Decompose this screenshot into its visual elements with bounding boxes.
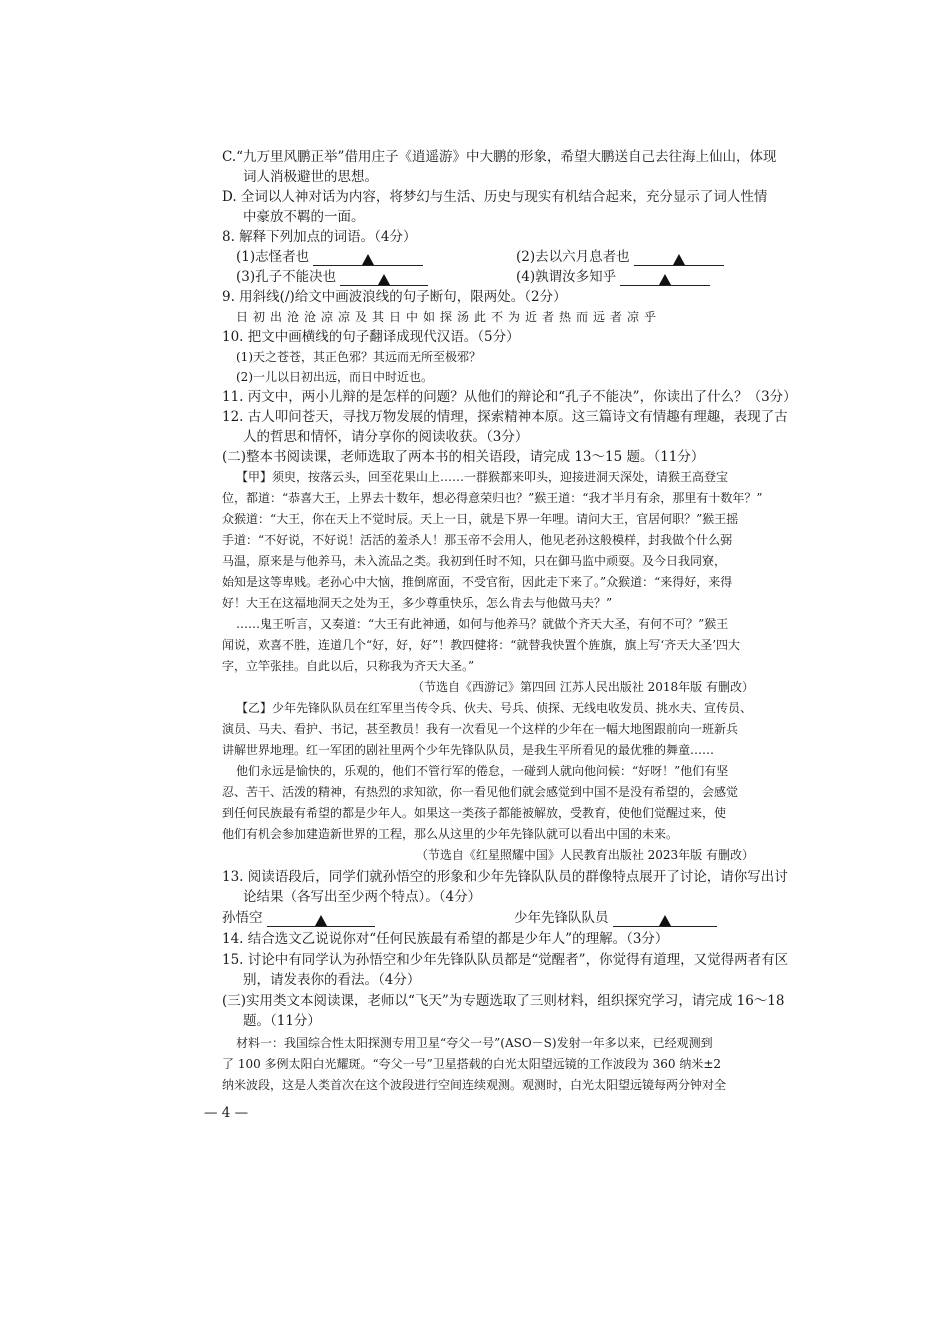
q12-line1: 12. 古人叩问苍天，寻找万物发展的情理，探索精神本原。这三篇诗文有情趣有理趣，表现了古 [222, 409, 788, 425]
q10-sentence-2: (2)一儿以日初出远，而日中时近也。 [236, 370, 433, 384]
jia-line: 位，都道：“恭喜大王，上界去十数年，想必得意荣归也？”猴王道：“我才半月有余，那里有十数年？” [222, 491, 763, 505]
q13-line2: 论结果（各写出至少两个特点）。（4分） [243, 889, 482, 905]
section3-line1: (三)实用类文本阅读课，老师以“飞天”为专题选取了三则材料，组织探究学习，请完成 16～18 [222, 993, 785, 1009]
q13-line1: 13. 阅读语段后，同学们就孙悟空的形象和少年先锋队队员的群像特点展开了讨论，请你写出讨 [222, 869, 788, 885]
q8-answer-blank-2[interactable] [634, 251, 724, 266]
q8-stem: 8. 解释下列加点的词语。（4分） [222, 229, 417, 245]
yi-line: 他们永远是愉快的，乐观的，他们不管行军的倦怠，一碰到人就向他问候：“好呀！”他们有坚 [236, 764, 729, 778]
jia-line: 字，立竿张挂。自此以后，只称我为齐天大圣。” [222, 659, 475, 673]
q8-answer-blank-3[interactable] [340, 271, 428, 286]
jia-source: （节选自《西游记》第四回 江苏人民出版社 2018年版 有删改） [412, 680, 754, 694]
answer-triangle-icon [659, 915, 671, 926]
q13-answer-blank-b[interactable] [613, 912, 717, 927]
yi-line: 他们有机会参加建造新世界的工程，那么从这里的少年先锋队就可以看出中国的未来。 [222, 827, 679, 841]
q8-item-4 [516, 268, 710, 286]
q10-sentence-1: (1)天之苍苍，其正色邪？其远而无所至极邪？ [236, 350, 481, 364]
section2-intro: (二)整本书阅读课，老师选取了两本书的相关语段，请完成 13～15 题。（11分） [222, 449, 705, 465]
page-number: — 4 — [204, 1105, 249, 1121]
answer-triangle-icon [659, 274, 671, 285]
q14: 14. 结合选文乙说说你对“任何民族最有希望的都是少年人”的理解。（3分） [222, 931, 669, 947]
q11: 11. 丙文中，两小儿辩的是怎样的问题？从他们的辩论和“孔子不能决”，你读出了什么？（3分） [222, 389, 797, 405]
jia-line: 好！大王在这福地洞天之处为王，多少尊重快乐，怎么肯去与他做马夫？” [222, 596, 613, 610]
yi-line: 到任何民族最有希望的都是少年人。如果这一类孩子都能被解放，受教育，使他们觉醒过来，使 [222, 806, 727, 820]
q15-line2: 别，请发表你的看法。（4分） [243, 972, 421, 988]
yi-line: 忍、苦干、活泼的精神，有热烈的求知欲，你一看见他们就会感觉到中国不是没有希望的，会感觉 [222, 785, 739, 799]
yi-line: 【乙】少年先锋队队员在红军里当传令兵、伙夫、号兵、侦探、无线电收发员、挑水夫、宣传员、 [236, 701, 753, 715]
jia-line: ……鬼王听言，又奏道：“大王有此神通，如何与他养马？就做个齐天大圣，有何不可？”猴王 [236, 617, 729, 631]
q10-stem: 10. 把文中画横线的句子翻译成现代汉语。（5分） [222, 329, 520, 345]
q15-line1: 15. 讨论中有同学认为孙悟空和少年先锋队队员都是“觉醒者”，你觉得有道理，又觉得两者有区 [222, 952, 789, 968]
q13-answer-b [514, 909, 717, 927]
material1-line: 纳米波段，这是人类首次在这个波段进行空间连续观测。观测时，白光太阳望远镜每两分钟对全 [222, 1078, 727, 1092]
yi-line: 讲解世界地理。红一军团的剧社里两个少年先锋队队员，是我生平所看见的最优雅的舞童…… [222, 743, 715, 757]
jia-line: 手道：“不好说，不好说！活活的羞杀人！那玉帝不会用人，他见老孙这般模样，封我做个什么弼 [222, 533, 733, 547]
yi-line: 演员、马夫、看护、书记，甚至教员！我有一次看见一个这样的少年在一幅大地图跟前向一班新兵 [222, 722, 739, 736]
jia-line: 众猴道：“大王，你在天上不觉时辰。天上一日，就是下界一年哩。请问大王，官居何职？”猴王摇 [222, 512, 739, 526]
answer-triangle-icon [315, 915, 327, 926]
q7-option-d-line2: 中豪放不羁的一面。 [243, 209, 365, 225]
yi-source: （节选自《红星照耀中国》人民教育出版社 2023年版 有删改） [415, 848, 754, 862]
jia-line: 【甲】须臾，按落云头，回至花果山上……一群猴都来叩头，迎接进洞天深处，请猴王高登宝 [236, 470, 729, 484]
q8-item-3 [236, 268, 428, 286]
q7-option-c-line1: C.“九万里风鹏正举”借用庄子《逍遥游》中大鹏的形象，希望大鹏送自己去往海上仙山，体现 [222, 149, 777, 165]
material1-line: 了 100 多例太阳白光耀斑。“夸父一号”卫星搭载的白光太阳望远镜的工作波段为 360 纳米±2 [222, 1057, 722, 1071]
section3-line2: 题。（11分） [243, 1013, 321, 1029]
q8-item-4-label: (4)孰谓汝多知乎 [516, 269, 617, 285]
answer-triangle-icon [362, 254, 374, 265]
q8-item-1 [236, 248, 423, 266]
q8-item-1-label: (1)志怪者也 [236, 249, 310, 265]
q9-sentence: 日初出沧沧凉凉及其日中如探汤此不为近者热而远者凉乎 [236, 310, 662, 324]
answer-triangle-icon [378, 274, 390, 285]
q7-option-d-line1: D. 全词以人神对话为内容，将梦幻与生活、历史与现实有机结合起来，充分显示了词人性情 [222, 189, 768, 205]
q13-label-pioneers: 少年先锋队队员 [514, 910, 609, 926]
answer-triangle-icon [673, 254, 685, 265]
jia-line: 马温，原来是与他养马，未入流品之类。我初到任时不知，只在御马监中顽耍。及今日我同寮， [222, 554, 727, 568]
q8-item-2 [516, 248, 724, 266]
q13-answer-blank-a[interactable] [267, 912, 375, 927]
q12-line2: 人的哲思和情怀，请分享你的阅读收获。（3分） [243, 429, 529, 445]
material1-line: 材料一：我国综合性太阳探测专用卫星“夸父一号”(ASO－S)发射一年多以来，已经观测到 [236, 1036, 713, 1050]
q8-answer-blank-4[interactable] [620, 271, 710, 286]
q9-stem: 9. 用斜线(/)给文中画波浪线的句子断句，限两处。（2分） [222, 289, 567, 305]
q8-item-3-label: (3)孔子不能决也 [236, 269, 337, 285]
q7-option-c-line2: 词人消极避世的思想。 [243, 169, 378, 185]
q13-answer-a [222, 909, 375, 927]
jia-line: 始知是这等卑贱。老孙心中大恼，推倒席面，不受官衔，因此走下来了。”众猴道：“来得好，来得 [222, 575, 733, 589]
jia-line: 闻说，欢喜不胜，连道几个“好，好，好”！教四健将：“就替我快置个旌旗，旗上写‘齐天大圣’四大 [222, 638, 741, 652]
q8-item-2-label: (2)去以六月息者也 [516, 249, 630, 265]
q8-answer-blank-1[interactable] [313, 251, 423, 266]
q13-label-sunwukong: 孙悟空 [222, 910, 263, 926]
